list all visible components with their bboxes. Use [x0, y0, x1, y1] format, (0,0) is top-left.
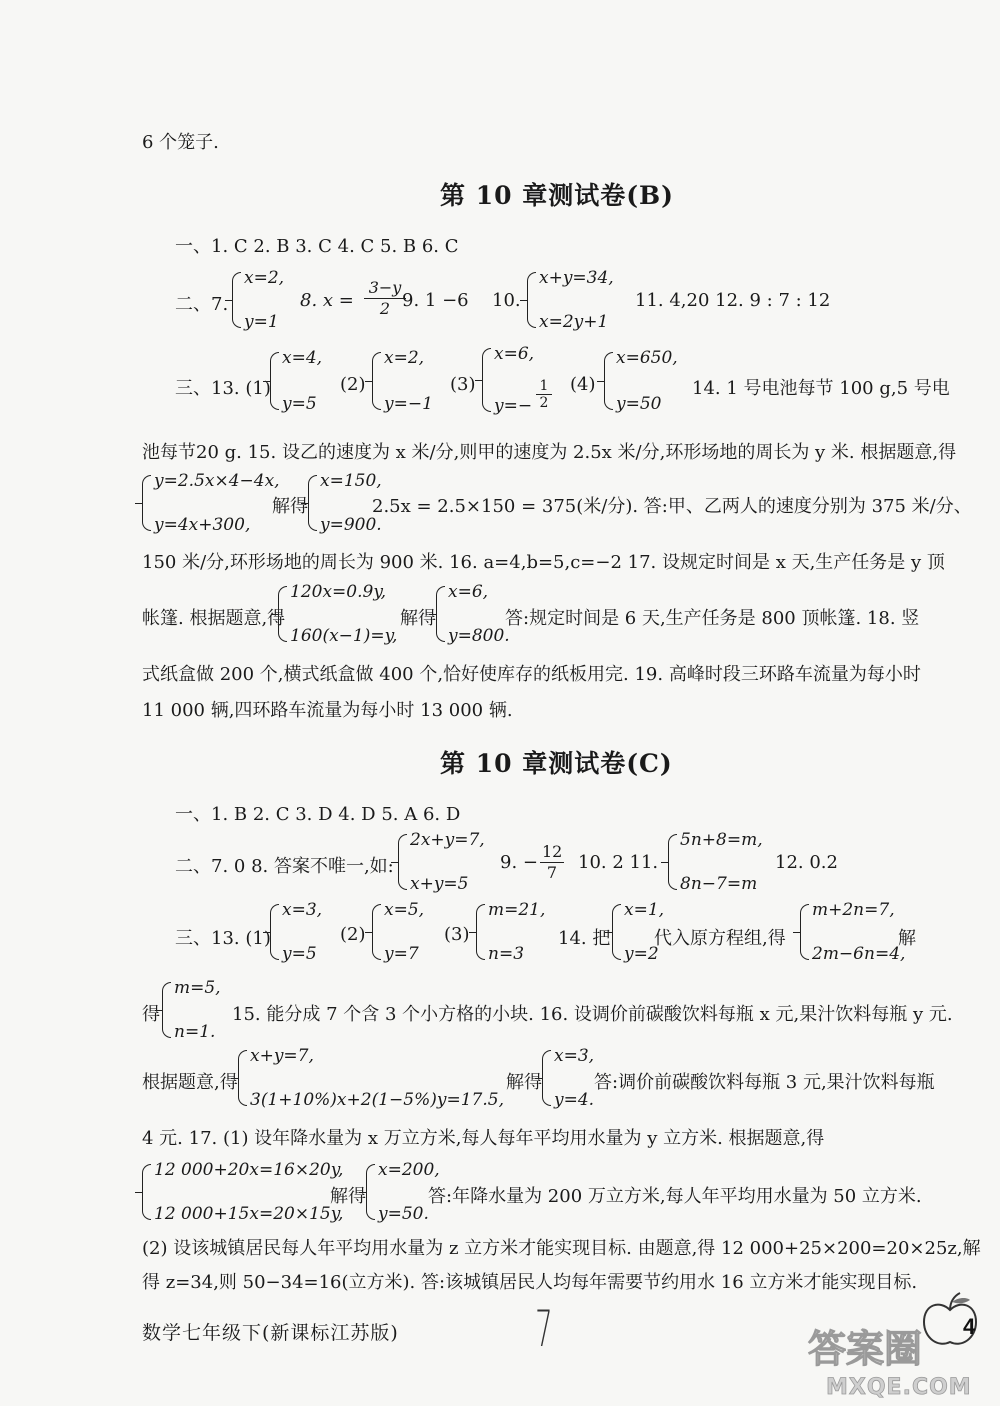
- solve-label: 解得: [330, 1186, 366, 1207]
- handwritten-mark: 7: [535, 1300, 553, 1358]
- solve-label: 解得: [506, 1072, 542, 1093]
- equation-system: x=2, y=−1: [372, 352, 436, 410]
- section-b-row2-tail: 11. 4,20 12. 9 : 7 : 12: [635, 290, 831, 311]
- paragraph: 式纸盒做 200 个,横式纸盒做 400 个,恰好使库存的纸板用完. 19. 高峰时段三环路车流量为每小时: [142, 664, 921, 685]
- equation-system: 5n+8=m, 8n−7=m: [668, 834, 760, 890]
- paragraph: 4 元. 17. (1) 设年降水量为 x 万立方米,每人每年平均用水量为 y 立方米. 根据题意,得: [142, 1128, 825, 1149]
- paragraph: 答:年降水量为 200 万立方米,每人年平均用水量为 50 立方米.: [428, 1186, 922, 1207]
- section-b-row2-prefix: 二、7.: [175, 294, 229, 315]
- equation-system: x=5, y=7: [372, 904, 432, 960]
- page-number: 4: [963, 1314, 976, 1339]
- solve-label: 解得: [400, 608, 436, 629]
- q10-q11: 10. 2 11.: [578, 852, 659, 873]
- paragraph: 11 000 辆,四环路车流量为每小时 13 000 辆.: [142, 700, 513, 721]
- paragraph: 根据题意,得: [142, 1072, 238, 1093]
- q12: 12. 0.2: [775, 852, 838, 873]
- paragraph: 代入原方程组,得: [654, 928, 786, 949]
- q9: 9. 1 −6: [402, 290, 469, 311]
- equation-system: x=4, y=5: [270, 352, 330, 410]
- paragraph: 15. 能分成 7 个含 3 个小方格的小块. 16. 设调价前碳酸饮料每瓶 x 元,果汁饮料每瓶 y 元.: [232, 1004, 953, 1025]
- top-line: 6 个笼子.: [142, 132, 219, 153]
- q9: 9. −: [500, 852, 538, 873]
- equation-system: 120x=0.9y, 160(x−1)=y,: [278, 586, 396, 642]
- paragraph: 解: [898, 928, 916, 949]
- part-label: (3): [444, 924, 470, 945]
- q10-label: 10.: [492, 290, 521, 311]
- equation-system: x=6, y=−: [482, 348, 562, 412]
- paragraph: 150 米/分,环形场地的周长为 900 米. 16. a=4,b=5,c=−2 17. 设规定时间是 x 天,生产任务是 y 顶: [142, 552, 945, 573]
- section-c-row2-prefix: 二、7. 0 8. 答案不唯一,如:: [175, 856, 394, 877]
- section-c-title: 第 10 章测试卷(C): [440, 749, 673, 778]
- equation-system: m=5, n=1.: [162, 982, 220, 1038]
- part-label: (3): [450, 374, 476, 395]
- section-b-row3-tail: 14. 1 号电池每节 100 g,5 号电: [692, 378, 950, 399]
- equation-system: 2x+y=7, x+y=5: [398, 834, 476, 890]
- part-label: (2): [340, 374, 366, 395]
- watermark-text: 答案圈: [808, 1327, 923, 1371]
- watermark-url: MXQE.COM: [826, 1375, 972, 1400]
- part-label: (2): [340, 924, 366, 945]
- paragraph: 答:规定时间是 6 天,生产任务是 800 顶帐篷. 18. 竖: [505, 608, 920, 629]
- section-c-row3-prefix: 三、13. (1): [175, 928, 271, 949]
- watermark-logo: [800, 1290, 998, 1402]
- equation-system: x=3, y=4.: [542, 1050, 592, 1106]
- paragraph: 得 z=34,则 50−34=16(立方米). 答:该城镇居民人均每年需要节约用水 16 立方米才能实现目标.: [142, 1272, 918, 1293]
- equation-system: m+2n=7, 2m−6n=4,: [800, 904, 896, 960]
- q14: 14. 把: [558, 928, 611, 949]
- section-c-row1: 一、1. B 2. C 3. D 4. D 5. A 6. D: [175, 804, 461, 825]
- fraction: $\frac{3-y}{2}$: [364, 278, 406, 319]
- part-label: (4): [570, 374, 596, 395]
- equation-system: x=200, y=50.: [366, 1164, 424, 1220]
- fraction: $\frac{12}{7}$: [542, 842, 563, 882]
- equation-system: x=6, y=800.: [436, 586, 500, 642]
- q8-label: 8. x =: [300, 290, 354, 311]
- equation-system: x=1, y=2: [612, 904, 668, 960]
- paragraph: 答:调价前碳酸饮料每瓶 3 元,果汁饮料每瓶: [594, 1072, 935, 1093]
- equation-system: y=2.5x×4−4x, y=4x+300,: [142, 475, 264, 531]
- equation-system: x+y=34, x=2y+1: [527, 272, 627, 328]
- equation-system: x=3, y=5: [270, 904, 330, 960]
- section-b-title: 第 10 章测试卷(B): [440, 181, 674, 210]
- equation-system: x=2, y=1: [232, 272, 302, 328]
- equation-system: x=150, y=900.: [308, 475, 372, 531]
- equation-system: m=21, n=3: [476, 904, 544, 960]
- equation-system: x+y=7, 3(1+10%)x+2(1−5%)y=17.5,: [238, 1050, 504, 1106]
- equation-system: 12 000+20x=16×20y, 12 000+15x=20×15y,: [142, 1164, 328, 1220]
- paragraph: (2) 设该城镇居民每人年平均用水量为 z 立方米才能实现目标. 由题意,得 12 000+25×200=20×25z,解: [142, 1238, 981, 1259]
- section-b-row1: 一、1. C 2. B 3. C 4. C 5. B 6. C: [175, 236, 459, 257]
- fraction: $\frac{1}{2}$: [536, 378, 552, 411]
- equation-system: x=650, y=50: [604, 352, 680, 410]
- paragraph: 2.5x = 2.5×150 = 375(米/分). 答:甲、乙两人的速度分别为 375 米/分、: [372, 496, 972, 517]
- paragraph: 池每节20 g. 15. 设乙的速度为 x 米/分,则甲的速度为 2.5x 米/分,环形场地的周长为 y 米. 根据题意,得: [142, 442, 957, 463]
- section-b-row3-prefix: 三、13. (1): [175, 378, 271, 399]
- paragraph: 得: [142, 1004, 160, 1025]
- book-title: 数学七年级下(新课标江苏版): [142, 1322, 399, 1344]
- solve-label: 解得: [272, 496, 308, 517]
- paragraph: 帐篷. 根据题意,得: [142, 608, 286, 629]
